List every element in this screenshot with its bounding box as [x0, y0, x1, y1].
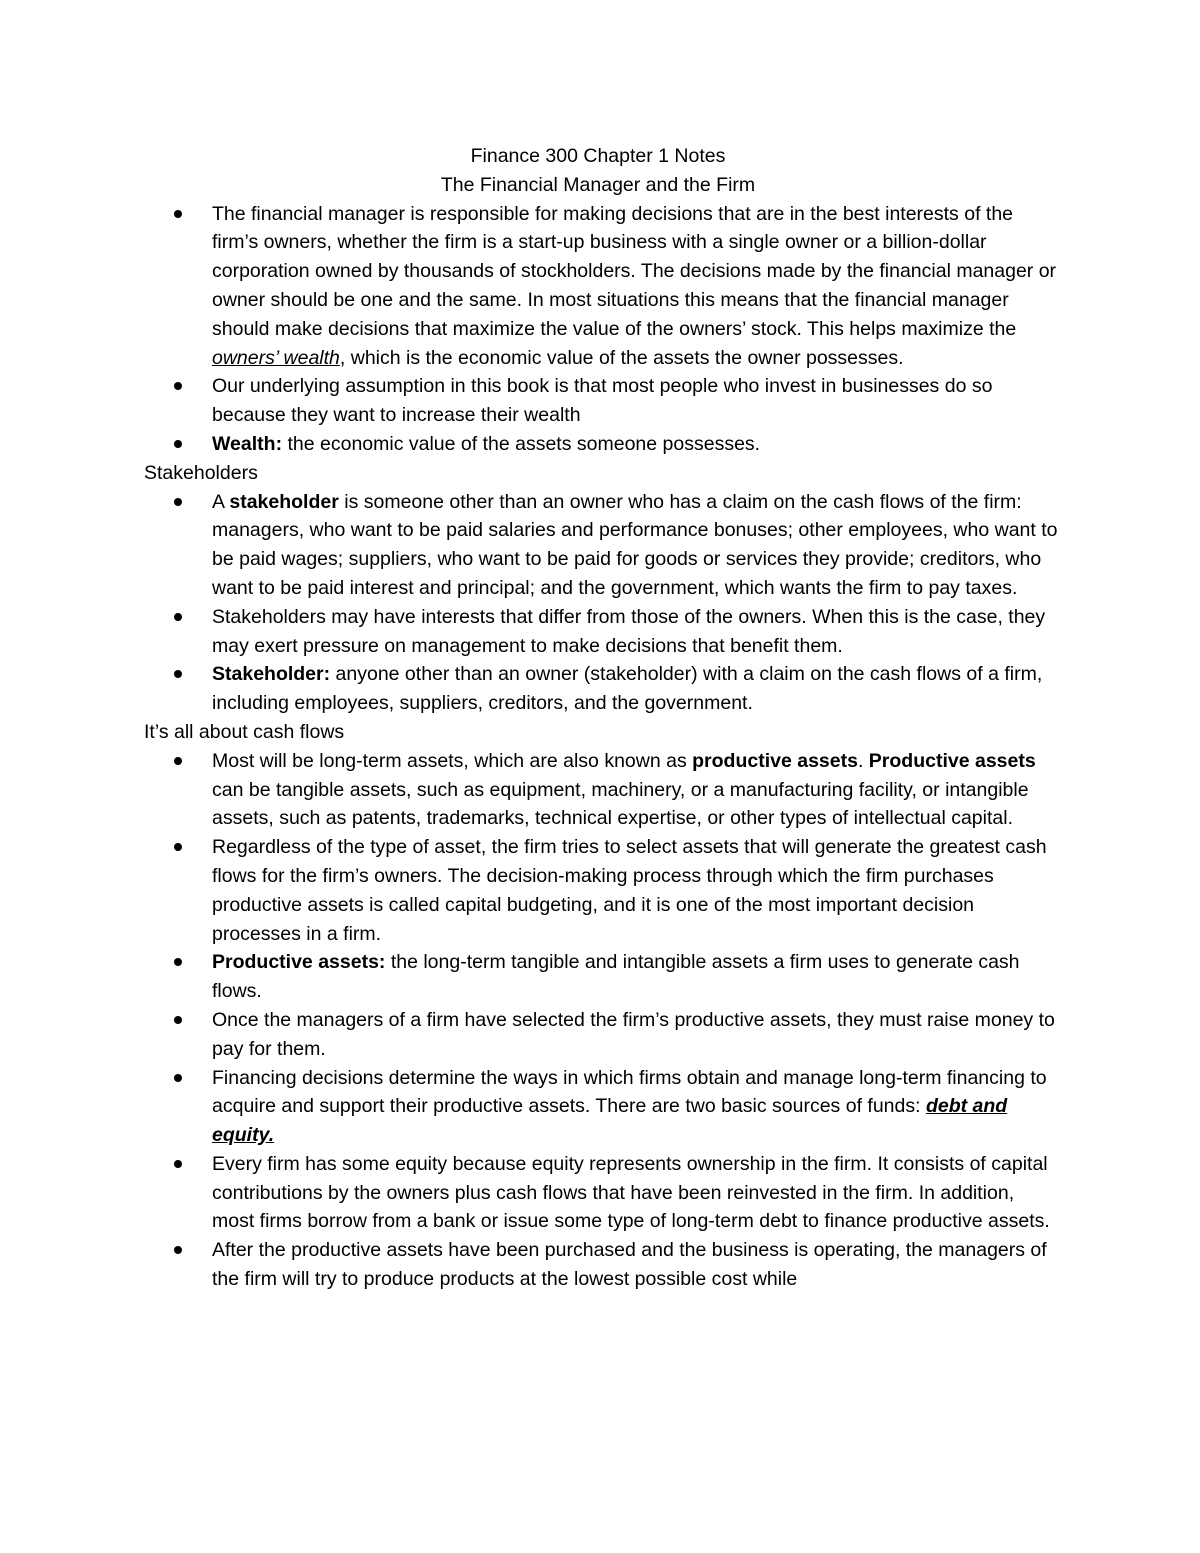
bullet-dot-icon [174, 498, 182, 506]
bullet-text: The financial manager is responsible for making decisions that are in the best interests of the firm’s owners, whether the firm is a start-up business with a single owner or a billion-dollar corporation owned by thousands of stockholders. The decisions made by the financial manager or owner should be one and the same. In most situations this means that the financial manager should make decisions that maximize the value of the owners’ stock. This helps maximize the [212, 202, 1057, 340]
bullet-item [212, 430, 1060, 459]
document-subtitle: The Financial Manager and the Firm [440, 173, 756, 196]
bullet-text: Every firm has some equity because equity represents ownership in the firm. It consists of capital contributions by the owners plus cash flows that have been reinvested in the firm. In addition, most firms borrow from a bank or issue some type of long-term debt to finance productive assets. [212, 1152, 1050, 1233]
bullet-dot-icon [174, 757, 182, 765]
bullet-text: After the productive assets have been purchased and the business is operating, the managers of the firm will try to produce products at the lowest possible cost while [212, 1239, 1047, 1291]
bullet-item [212, 603, 1060, 661]
bullet-item [212, 1064, 1060, 1150]
bullet-item [212, 200, 1060, 373]
bullet-dot-icon [174, 1160, 182, 1168]
bullet-dot-icon [174, 382, 182, 390]
document-title: Finance 300 Chapter 1 Notes [470, 145, 726, 167]
intro-bullet-list [144, 200, 1060, 459]
bullet-text-emphasis: owners’ wealth [212, 346, 340, 369]
bullet-text: Most will be long-term assets, which are also known as [212, 749, 693, 772]
bullet-text: anyone other than an owner (stakeholder) with a claim on the cash flows of a firm, including employees, suppliers, creditors, and the government. [212, 663, 1043, 715]
bullet-text: the long-term tangible and intangible assets a firm uses to generate cash flows. [212, 951, 1020, 1003]
bullet-dot-icon [174, 210, 182, 218]
bullet-item [212, 488, 1060, 603]
bullet-dot-icon [174, 613, 182, 621]
bullet-text-emphasis: Stakeholder: [212, 663, 331, 686]
bullet-text: Financing decisions determine the ways in which firms obtain and manage long-term financing to acquire and support their productive assets. There are two basic sources of funds: [212, 1066, 1047, 1118]
bullet-text-emphasis: Productive assets [868, 749, 1036, 772]
bullet-dot-icon [174, 1074, 182, 1082]
bullet-item [212, 660, 1060, 718]
bullet-text: Regardless of the type of asset, the firm tries to select assets that will generate the greatest cash flows for the firm’s owners. The decision-making process through which the firm purchases productive assets is called capital budgeting, and it is one of the most important decision processes in a firm. [212, 836, 1047, 945]
bullet-text-emphasis: debt and equity. [212, 1095, 1008, 1147]
bullet-text-emphasis: Wealth: [212, 432, 283, 455]
stakeholders-bullet-list [144, 488, 1060, 718]
bullet-item [212, 948, 1060, 1006]
bullet-text-emphasis: stakeholder [229, 490, 339, 513]
bullet-dot-icon [174, 958, 182, 966]
bullet-dot-icon [174, 1016, 182, 1024]
bullet-text: can be tangible assets, such as equipment, machinery, or a manufacturing facility, or intangible assets, such as patents, trademarks, technical expertise, or other types of intellectual capital. [212, 778, 1029, 830]
bullet-text: is someone other than an owner who has a claim on the cash flows of the firm: managers, who want to be paid salaries and performance bonuses; other employees, who want to be paid wages; suppliers, who want to be paid for goods or services they provide; creditors, who want to be paid interest and principal; and the government, which wants the firm to pay taxes. [212, 490, 1058, 599]
bullet-text: . [857, 749, 869, 772]
cash-flows-heading: It’s all about cash flows [144, 720, 345, 743]
bullet-dot-icon [174, 1246, 182, 1254]
bullet-dot-icon [174, 670, 182, 678]
cash-flows-bullet-list [144, 747, 1060, 1294]
bullet-item [212, 1236, 1060, 1294]
bullet-item [212, 372, 1060, 430]
bullet-item [212, 1006, 1060, 1064]
bullet-text: A [212, 490, 230, 513]
stakeholders-heading: Stakeholders [144, 461, 258, 484]
bullet-text: Once the managers of a firm have selected the firm’s productive assets, they must raise money to pay for them. [212, 1008, 1055, 1060]
bullet-text-emphasis: Productive assets: [212, 951, 386, 974]
bullet-text-emphasis: productive assets [692, 749, 858, 772]
bullet-item [212, 747, 1060, 833]
bullet-text: Our underlying assumption in this book is that most people who invest in businesses do so because they want to increase their wealth [212, 375, 993, 427]
bullet-item [212, 1150, 1060, 1236]
bullet-text: Stakeholders may have interests that differ from those of the owners. When this is the case, they may exert pressure on management to make decisions that benefit them. [212, 605, 1046, 657]
bullet-item [212, 833, 1060, 948]
bullet-dot-icon [174, 843, 182, 851]
bullet-text: the economic value of the assets someone possesses. [282, 432, 761, 455]
bullet-dot-icon [174, 440, 182, 448]
bullet-text: , which is the economic value of the assets the owner possesses. [339, 346, 904, 369]
